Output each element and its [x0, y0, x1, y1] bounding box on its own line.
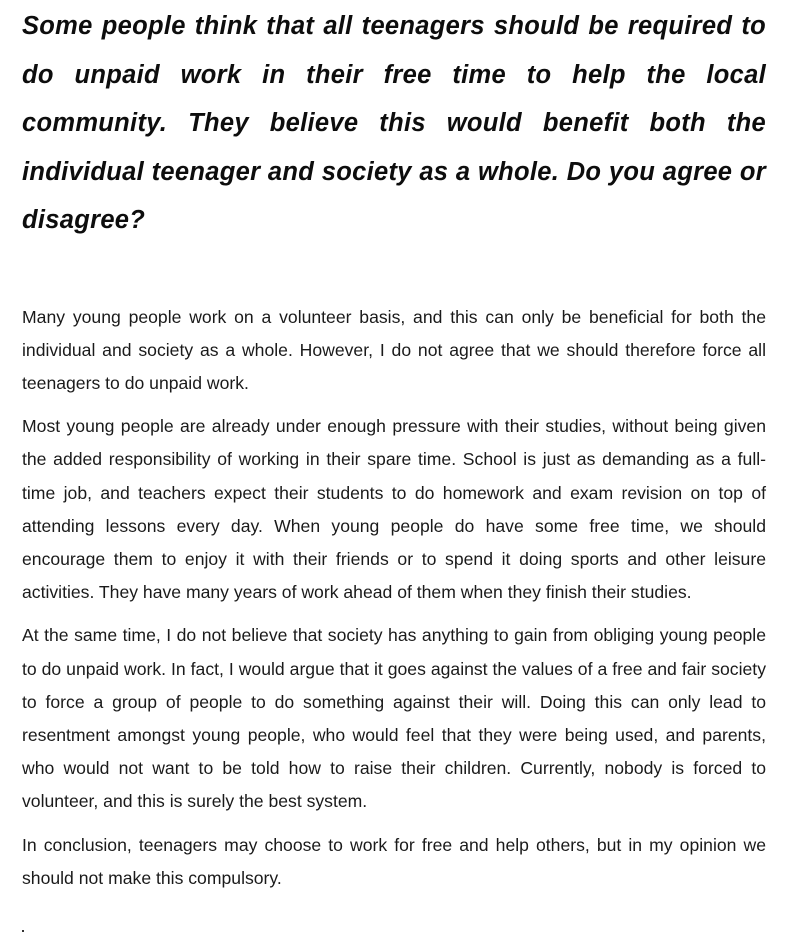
document: [22, 0, 766, 905]
paragraph-body-2: At the same time, I do not believe that society has anything to gain from obliging young people to do unpaid work. In fact, I would argue that it goes against the values of a free and fair society to force a group of people to do something against their will. Doing this can only lead to resentment amongst young people, who would feel that they were being used, and parents, who would not want to be told how to raise their children. Currently, nobody is forced to volunteer, and this is surely the best system.: [22, 625, 766, 812]
essay-prompt: Some people think that all teenagers should be required to do unpaid work in their free time to help the local community. They believe this would benefit both the individual teenager and society as a whole. Do you agree or disagree?: [22, 12, 766, 234]
essay-body: [22, 301, 766, 895]
stray-dot-mark: [22, 930, 24, 932]
paragraph-conclusion: In conclusion, teenagers may choose to work for free and help others, but in my opinion we should not make this compulsory.: [22, 834, 766, 888]
paragraph-introduction: Many young people work on a volunteer basis, and this can only be beneficial for both the individual and society as a whole. However, I do not agree that we should therefore force all teenagers to do unpaid work.: [22, 306, 766, 393]
paragraph-body-1: Most young people are already under enough pressure with their studies, without being given the added responsibility of working in their spare time. School is just as demanding as a full-time job, and teachers expect their students to do homework and exam revision on top of attending lessons every day. When young people do have some free time, we should encourage them to enjoy it with their friends or to spend it doing sports and other leisure activities. They have many years of work ahead of them when they finish their studies.: [22, 416, 766, 603]
